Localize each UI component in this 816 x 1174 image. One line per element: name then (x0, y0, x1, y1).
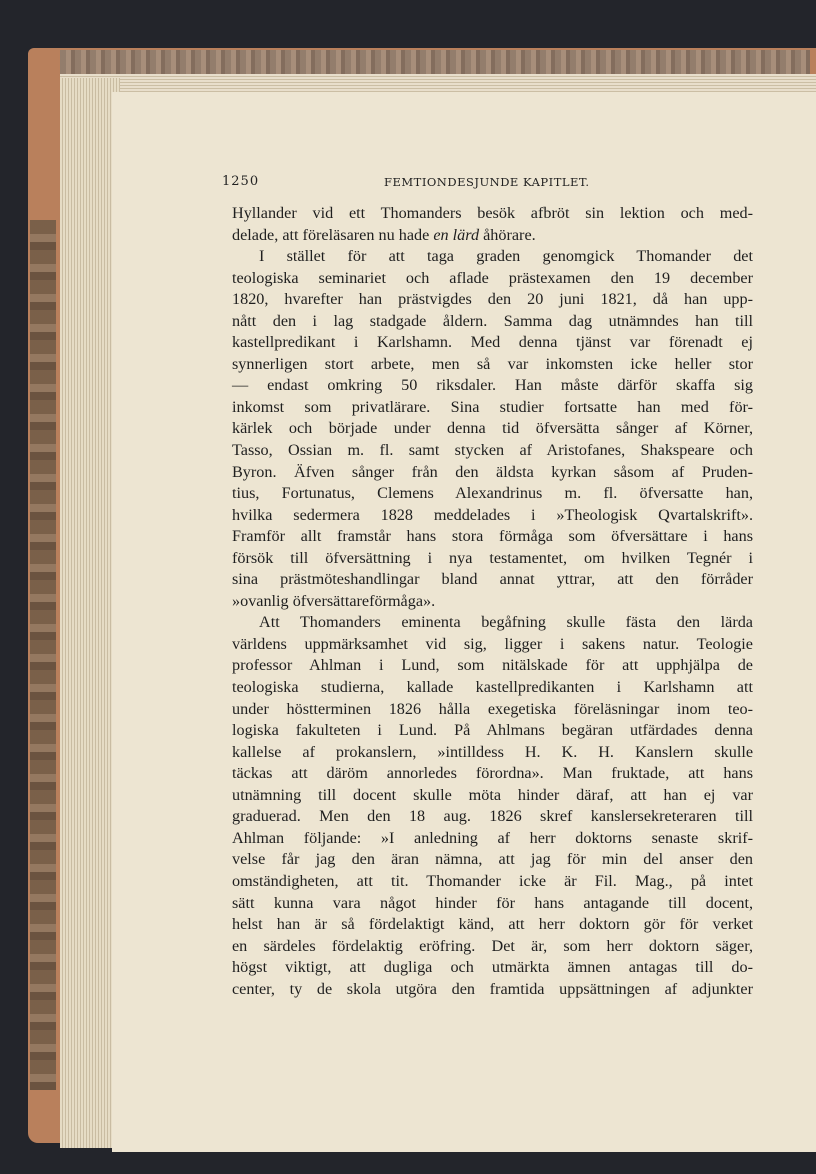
text-line: graduerad. Men den 18 aug. 1826 skref kanslersekreteraren till (232, 807, 753, 826)
text-line: under höstterminen 1826 hålla exegetiska föreläsningar inom teo- (232, 699, 753, 718)
emphasized-text: en lärd (433, 225, 480, 244)
text-line: sina prästmöteshandlingar bland annat yttrar, att den förråder (232, 570, 753, 589)
text-line: sätt kunna vara något hinder för hans antagande till docent, (232, 893, 753, 912)
text-segment: åhörare. (479, 225, 536, 244)
text-line: helst han är så fördelaktigt känd, att herr doktorn gör för verket (232, 915, 753, 934)
running-title: FEMTIONDESJUNDE KAPITLET. (384, 175, 590, 189)
text-line: Ahlman följande: »I anledning af herr doktorns senaste skrif- (232, 828, 753, 847)
page-header (222, 174, 622, 194)
page-number: 1250 (222, 174, 260, 189)
text-line: kastellpredikant i Karlshamn. Med denna tjänst var förenadt ej (232, 333, 753, 352)
text-line: I stället för att taga graden genomgick Thomander det (259, 247, 753, 266)
text-line: synnerligen stort arbete, men så var inkomsten icke heller stor (232, 354, 753, 373)
text-line: täckas att däröm annorledes förordna». Man fruktade, att hans (232, 764, 753, 783)
text-line: »ovanlig öfversättareförmåga». (232, 591, 436, 610)
text-line: Hyllander vid ett Thomanders besök afbröt sin lektion och med- (232, 204, 753, 222)
text-line: kärlek och började under denna tid öfversätta sånger af Körner, (232, 419, 753, 438)
text-line: Framför allt framstår hans stora förmåga som öfversättare i hans (232, 527, 753, 546)
text-line: kallelse af prokanslern, »intilldess H. K. H. Kanslern skulle (232, 742, 753, 761)
page-top-edges (60, 74, 816, 94)
text-line: försök till öfversättning i nya testamentet, om hvilken Tegnér i (232, 548, 753, 567)
text-line: inkomst som privatlärare. Sina studier fortsatte han med för- (232, 397, 753, 416)
text-line: teologiska studierna, kallade kastellpredikanten i Karlshamn att (232, 678, 753, 697)
text-line: center, ty de skola utgöra den framtida uppsättningen af adjunkter (232, 979, 753, 998)
text-line: utnämning till docent skulle möta hinder däraf, att han ej var (232, 785, 753, 804)
text-line: omständigheten, att tit. Thomander icke är Fil. Mag., på intet (232, 871, 753, 890)
book-spine (30, 220, 56, 1090)
text-line: Byron. Äfven sånger från den äldsta kyrkan såsom af Pruden- (232, 462, 753, 481)
text-line: nått den i lag stadgade åldern. Samma dag utnämndes han till (232, 311, 753, 330)
text-line: hvilka sedermera 1828 meddelades i »Theologisk Qvartalskrift». (232, 505, 753, 524)
text-line: högst viktigt, att dugliga och utmärkta ämnen antagas till do- (232, 958, 753, 977)
text-line: 1820, hvarefter han prästvigdes den 20 juni 1821, då han upp- (232, 290, 753, 309)
body-text (232, 203, 753, 1000)
text-line: velse får jag den äran nämna, att jag för min del anser den (232, 850, 753, 869)
text-line (232, 225, 753, 247)
text-line: Tasso, Ossian m. fl. samt stycken af Aristofanes, Shakspeare och (232, 441, 753, 460)
text-line: världens uppmärksamhet vid sig, ligger i sakens natur. Teologie (232, 634, 753, 653)
text-line: — endast omkring 50 riksdaler. Han måste därför skaffa sig (232, 376, 753, 395)
text-line: logiska fakulteten i Lund. På Ahlmans begäran utfärdades denna (232, 721, 753, 740)
text-line: Att Thomanders eminenta begåfning skulle fästa den lärda (259, 613, 753, 632)
text-line: en särdeles fördelaktig eröfring. Det är, som herr doktorn säger, (232, 936, 753, 955)
text-line: teologiska seminariet och aflade prästexamen den 19 december (232, 268, 753, 287)
text-line: tius, Fortunatus, Clemens Alexandrinus m. fl. öfversatte han, (232, 484, 753, 503)
text-line: professor Ahlman i Lund, som nitälskade för att upphjälpa de (232, 656, 753, 675)
text-segment: delade, att föreläsaren nu hade (232, 225, 434, 244)
page-side-edges (60, 78, 120, 1148)
